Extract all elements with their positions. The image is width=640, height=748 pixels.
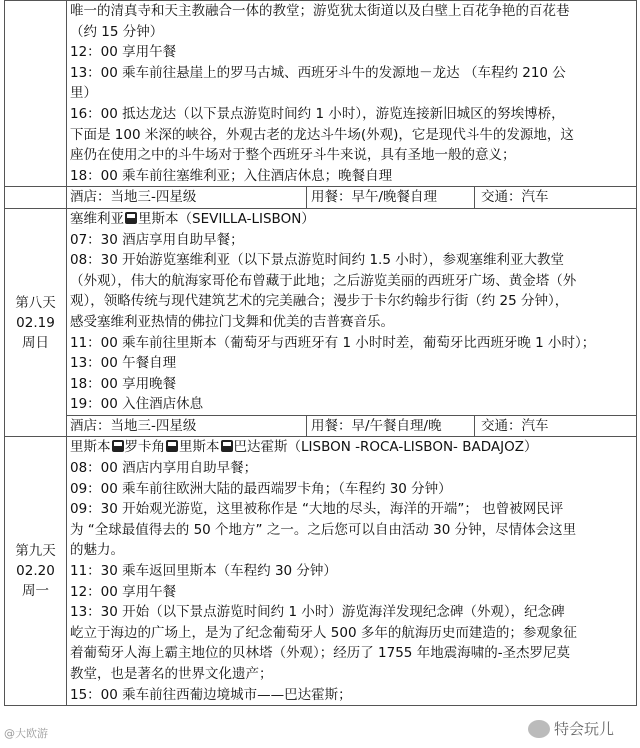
bus-icon — [166, 440, 178, 452]
bus-icon — [112, 440, 124, 452]
account-watermark — [528, 718, 614, 739]
day9-details — [67, 437, 637, 706]
day9-day-cell — [5, 437, 67, 706]
text-line: 观），领略传统与现代建筑艺术的完美融合；漫步于卡尔约翰步行街（约 25 分钟）， — [70, 293, 569, 310]
day-label: 第九天 — [15, 543, 56, 560]
hotel-info: 酒店：当地三-四星级 — [70, 187, 307, 208]
day8-row — [5, 208, 637, 415]
text-line: 的魅力。 — [70, 542, 124, 559]
account-logo-icon — [528, 720, 550, 738]
day7-info-row — [5, 187, 637, 209]
text-line: 12：00 享用午餐 — [70, 44, 177, 61]
text-line: 18：00 乘车前往塞维利亚；入住酒店休息；晚餐自理 — [70, 167, 393, 184]
day-weekday: 周一 — [22, 583, 49, 600]
text-line: 13：00 午餐自理 — [70, 355, 177, 372]
text-line: 12：00 享用午餐 — [70, 583, 177, 600]
text-line: 07：30 酒店享用自助早餐； — [70, 231, 244, 248]
text-line: 09：30 开始观光游览，这里被称作是 “大地的尽头，海洋的开端”； 也曾被网民评 — [70, 501, 564, 518]
bus-icon — [221, 440, 233, 452]
text-line: 08：30 开始游览塞维利亚（以下景点游览时间约 1.5 小时），参观塞维利亚大教堂 — [70, 252, 564, 269]
text-line: 19：00 入住酒店休息 — [70, 396, 204, 413]
text-line: 唯一的清真寺和天主教融合一体的教堂；游览犹太街道以及白壁上百花争艳的百花巷 — [70, 3, 570, 19]
text-line: 13：00 乘车前往悬崖上的罗马古城、西班牙斗牛的发源地－龙达 （车程约 210 公 — [70, 64, 566, 81]
bus-icon — [125, 212, 137, 224]
transport-info: 交通：汽车 — [481, 417, 549, 434]
text-line: （外观），伟大的航海家哥伦布曾藏于此地；之后游览美丽的西班牙广场、黄金塔（外 — [70, 272, 577, 289]
day-date: 02.20 — [16, 563, 55, 580]
day-weekday: 周日 — [22, 334, 49, 351]
hotel-info: 酒店：当地三-四星级 — [70, 416, 307, 437]
route-heading: 里斯本 罗卡角 里斯本 巴达霍斯（LISBON -ROCA-LISBON- BADAJOZ） — [70, 439, 538, 456]
text-line: 着葡萄牙人海上霸主地位的贝林塔（外观）；经历了 1755 年地震海啸的-圣杰罗尼莫 — [70, 645, 571, 662]
day8-day-cell — [5, 208, 67, 437]
text-line: 为 “全球最值得去的 50 个地方” 之一。之后您可以自由活动 30 分钟，尽情体会这里 — [70, 521, 577, 538]
text-line: 16：00 抵达龙达（以下景点游览时间约 1 小时），游览连接新旧城区的努埃博桥， — [70, 105, 565, 122]
day8-info-row — [5, 415, 637, 437]
meal-info: 用餐：早午/晚餐自理 — [307, 187, 475, 208]
source-watermark: @大欧游 — [4, 727, 48, 740]
day9-row — [5, 437, 637, 706]
day7-day-cell — [5, 1, 67, 187]
day7-details — [67, 1, 637, 187]
day7-continuation-row — [5, 1, 637, 187]
text-line: （约 15 分钟） — [70, 23, 164, 40]
text-line: 屹立于海边的广场上，是为了纪念葡萄牙人 500 多年的航海历史而建造的；参观象征 — [70, 624, 577, 641]
text-line: 18：00 享用晚餐 — [70, 375, 177, 392]
day8-details — [67, 208, 637, 415]
meal-info: 用餐：早/午餐自理/晚 — [307, 416, 475, 437]
itinerary-page — [4, 0, 637, 748]
transport-info: 交通：汽车 — [481, 189, 549, 206]
text-line: 下面是 100 米深的峡谷，外观古老的龙达斗牛场(外观)，它是现代斗牛的发源地，这 — [70, 126, 574, 143]
day-date: 02.19 — [16, 314, 55, 331]
text-line: 15：00 乘车前往西葡边境城市——巴达霍斯； — [70, 686, 352, 703]
text-line: 11：00 乘车前往里斯本（葡萄牙与西班牙有 1 小时时差，葡萄牙比西班牙晚 1 小时）； — [70, 334, 596, 351]
text-line: 11：30 乘车返回里斯本（车程约 30 分钟） — [70, 563, 337, 580]
itinerary-table — [4, 0, 637, 706]
day-label: 第八天 — [15, 294, 56, 311]
text-line: 座仍在使用之中的斗牛场对于整个西班牙斗牛来说，具有圣地一般的意义； — [70, 147, 516, 164]
text-line: 里） — [70, 85, 97, 102]
text-line: 08：00 酒店内享用自助早餐； — [70, 460, 258, 477]
text-line: 教堂，也是著名的世界文化遗产； — [70, 666, 273, 682]
route-heading: 塞维利亚 里斯本（SEVILLA-LISBON） — [70, 210, 315, 227]
text-line: 09：00 乘车前往欧洲大陆的最西端罗卡角；（车程约 30 分钟） — [70, 480, 452, 497]
text-line: 13：30 开始（以下景点游览时间约 1 小时）游览海洋发现纪念碑（外观），纪念碑 — [70, 604, 565, 621]
text-line: 感受塞维利亚热情的佛拉门戈舞和优美的吉普赛音乐。 — [70, 313, 394, 330]
account-name: 特会玩儿 — [554, 720, 615, 738]
